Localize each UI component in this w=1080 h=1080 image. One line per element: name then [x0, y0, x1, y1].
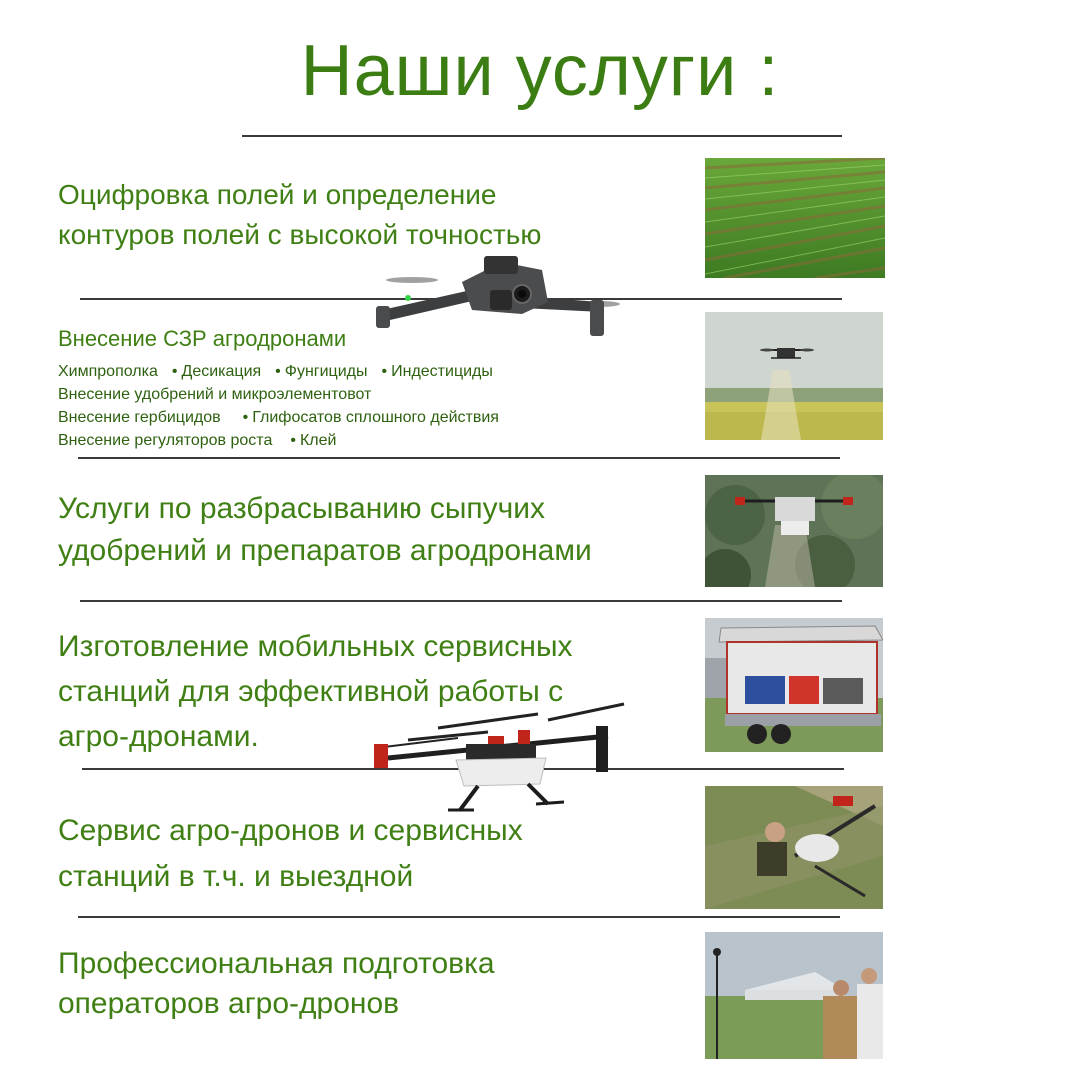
- service-digitization: [58, 175, 541, 255]
- service-line: Профессиональная подготовка: [58, 947, 495, 980]
- service-line: Сервис агро-дронов и сервисных: [58, 814, 523, 847]
- bullet-icon: •: [171, 363, 178, 380]
- bullet-icon: •: [275, 363, 281, 380]
- field-rows-photo: [705, 158, 885, 278]
- detail-row: [58, 429, 499, 452]
- service-line: станций для эффективной работы с: [58, 675, 564, 708]
- service-line: Оцифровка полей и определение: [58, 179, 497, 210]
- detail-row: [58, 360, 499, 383]
- service-line: контуров полей с высокой точностью: [58, 219, 542, 250]
- service-line: агро-дронами.: [58, 720, 259, 753]
- mapping-drone-icon: [372, 252, 622, 342]
- service-line: станций в т.ч. и выездной: [58, 860, 414, 893]
- repair-drone-photo: [705, 786, 883, 909]
- service-trailer-photo: [705, 618, 883, 752]
- bullet-icon: •: [290, 432, 296, 449]
- service-training: [58, 944, 495, 1024]
- detail-row: [58, 383, 499, 406]
- agri-sprayer-drone-icon: [368, 700, 630, 815]
- detail-item: Внесение удобрений и микроэлементовот: [58, 386, 372, 403]
- divider-3: [80, 600, 842, 602]
- service-repair: [58, 808, 523, 900]
- service-spraying-heading: Внесение СЗР агродронами: [58, 326, 347, 351]
- service-line: Изготовление мобильных сервисных: [58, 630, 573, 663]
- spraying-drone-photo: [705, 312, 883, 440]
- detail-item: Десикация: [181, 363, 262, 380]
- divider-5: [78, 916, 840, 918]
- detail-item: Фунгициды: [284, 363, 368, 380]
- service-line: Услуги по разбрасыванию сыпучих: [58, 492, 546, 525]
- page-title: Наши услуги :: [300, 31, 780, 111]
- detail-item: Химпрополка: [58, 363, 158, 380]
- divider-2: [78, 457, 840, 459]
- service-spreading: [58, 488, 592, 572]
- detail-item: Внесение гербицидов: [58, 409, 221, 426]
- detail-item: Клей: [299, 432, 337, 449]
- detail-row: [58, 406, 499, 429]
- service-line: удобрений и препаратов агродронами: [58, 534, 592, 567]
- title-divider: [242, 135, 842, 137]
- bullet-icon: •: [381, 363, 388, 380]
- bullet-icon: •: [242, 409, 249, 426]
- service-spraying-details: [58, 360, 499, 452]
- detail-item: Индестициды: [391, 363, 493, 380]
- detail-item: Глифосатов сплошного действия: [252, 409, 499, 426]
- spreader-drone-photo: [705, 475, 883, 587]
- detail-item: Внесение регуляторов роста: [58, 432, 273, 449]
- service-line: операторов агро-дронов: [58, 987, 400, 1020]
- training-photo: [705, 932, 883, 1059]
